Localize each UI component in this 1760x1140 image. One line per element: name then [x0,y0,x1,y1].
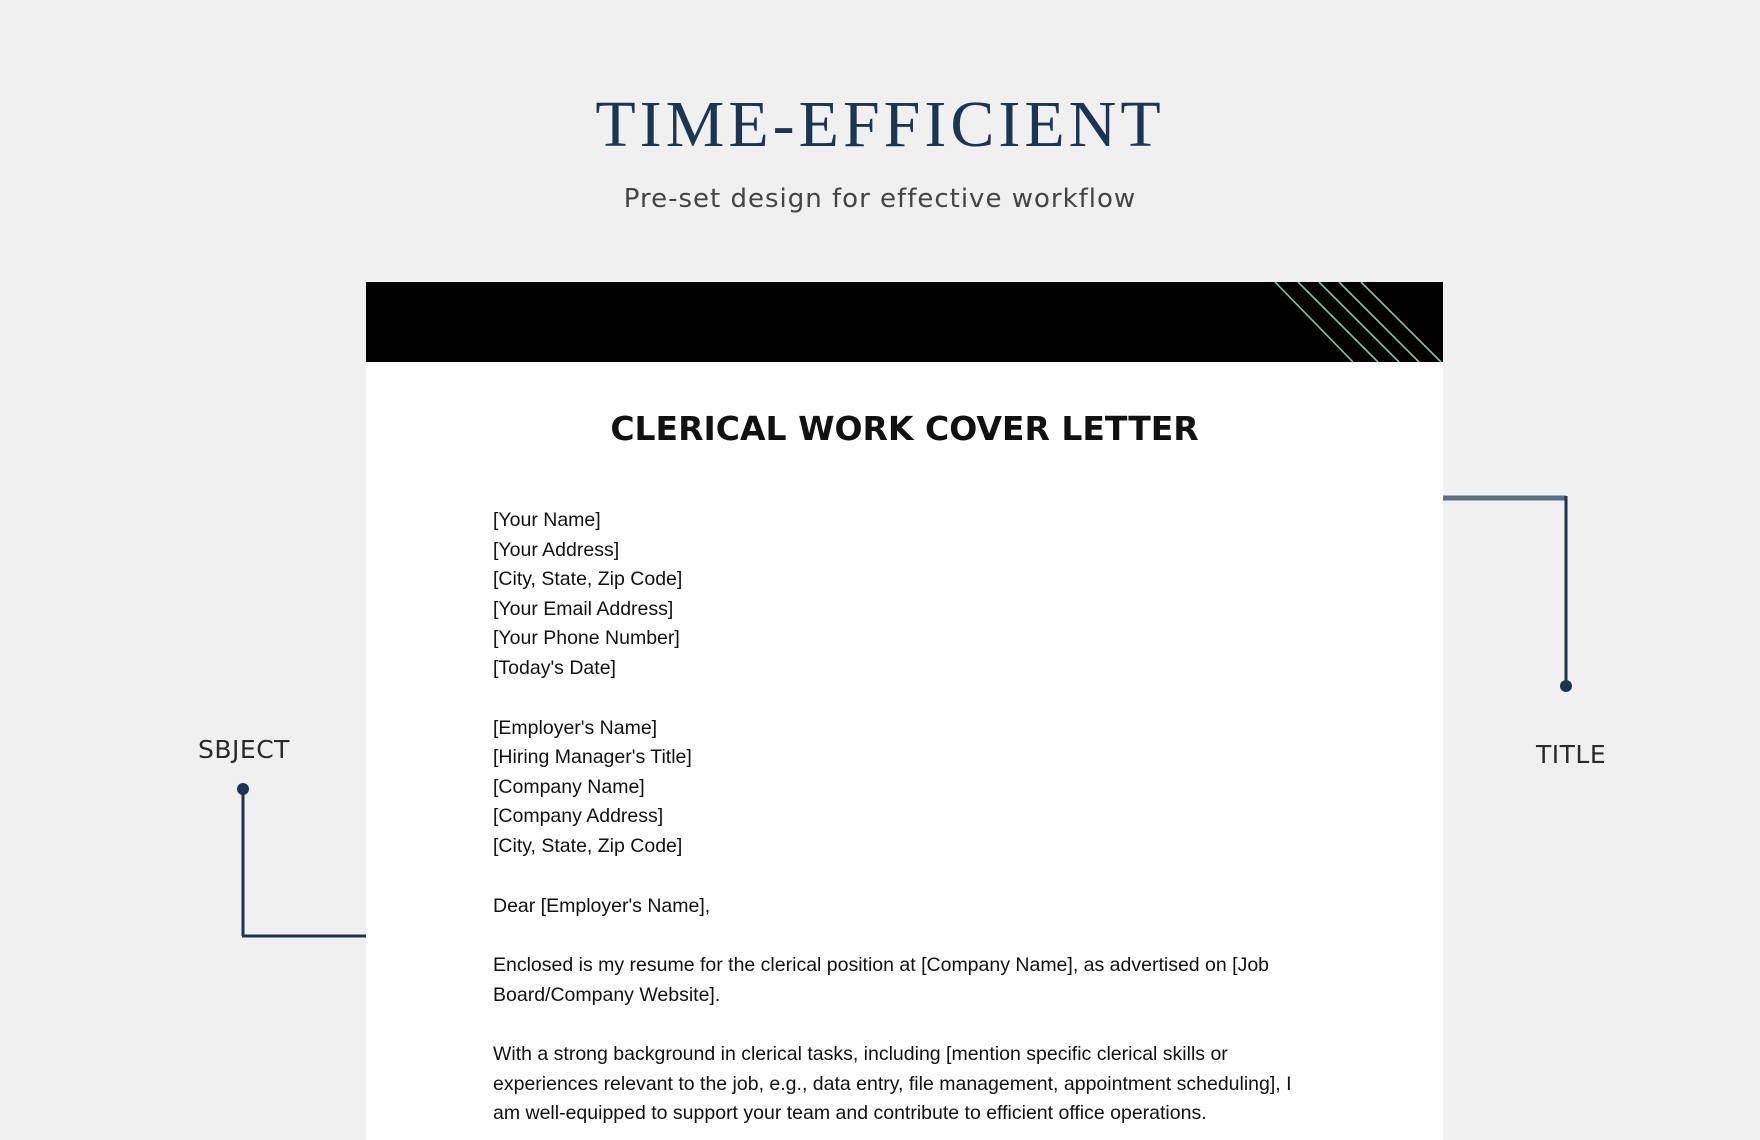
sender-line: [Your Email Address] [493,597,674,620]
right-callout-label: TITLE [1536,740,1607,769]
sender-line: [Today's Date] [493,656,616,679]
document-title: CLERICAL WORK COVER LETTER [610,409,1199,448]
recipient-line: [Company Address] [493,805,664,828]
sender-line: [Your Name] [493,509,601,531]
body-paragraph: Enclosed is my resume for the clerical position at [Company Name], as advertised on [Job Board/Company Website]. [493,954,1270,1006]
sender-block [493,506,1313,684]
recipient-line: [City, State, Zip Code] [493,834,683,857]
sender-line: [Your Address] [493,538,620,561]
letter-body [493,506,1313,1129]
document-header-band [366,282,1443,362]
headline: TIME-EFFICIENT [595,88,1165,161]
subheadline: Pre-set design for effective workflow [623,184,1137,214]
recipient-line: [Hiring Manager's Title] [493,746,692,769]
recipient-line: [Employer's Name] [493,716,658,739]
sender-line: [City, State, Zip Code] [493,568,683,591]
left-callout-label: SBJECT [198,735,290,764]
recipient-block [493,714,1313,862]
body-paragraph: With a strong background in clerical tasks, including [mention specific clerical skills or experiences relevant to the job, e.g., data entry, file management, appointment scheduling], I am well-equipped to support your team and contribute to efficient office operations. [493,1043,1292,1125]
sender-line: [Your Phone Number] [493,627,680,650]
document-page [366,282,1443,1140]
decorative-stripes-icon [1273,282,1443,362]
salutation: Dear [Employer's Name], [493,894,711,917]
recipient-line: [Company Name] [493,775,645,798]
